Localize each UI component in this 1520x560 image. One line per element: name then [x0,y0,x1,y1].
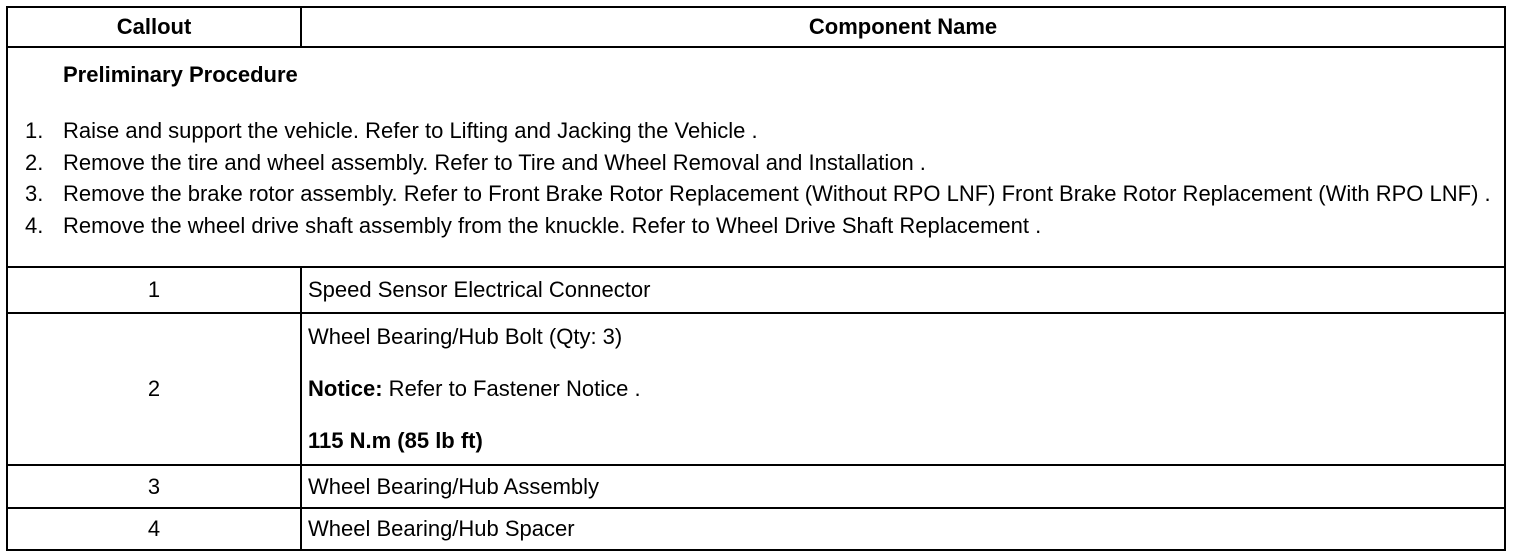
step-number: 1. [25,118,44,143]
notice-text: Refer to Fastener Notice . [382,376,641,401]
component-name-cell: Wheel Bearing/Hub Assembly [301,465,1505,508]
preliminary-procedure-title: Preliminary Procedure [63,62,298,87]
procedure-step [8,179,1504,209]
notice-line [308,376,1504,402]
header-callout: Callout [7,7,301,47]
callout-cell: 1 [7,267,301,313]
component-name-cell: Speed Sensor Electrical Connector [301,267,1505,313]
procedure-step [8,115,1504,146]
callout-cell: 2 [7,313,301,465]
step-text: Remove the wheel drive shaft assembly from the knuckle. Refer to Wheel Drive Shaft Replacement . [63,213,1042,238]
component-name: Wheel Bearing/Hub Bolt (Qty: 3) [308,324,623,349]
callout-cell: 3 [7,465,301,508]
step-text: Remove the tire and wheel assembly. Refer to Tire and Wheel Removal and Installation . [63,150,926,175]
procedure-step [8,147,1504,178]
step-text: Remove the brake rotor assembly. Refer to Front Brake Rotor Replacement (Without RPO LNF) Front Brake Rotor Replacement (With RPO LNF) . [63,181,1491,206]
table-row [7,508,1505,550]
table-row [7,267,1505,313]
header-component-name: Component Name [301,7,1505,47]
component-table [6,6,1506,551]
step-text: Raise and support the vehicle. Refer to Lifting and Jacking the Vehicle . [63,118,758,143]
procedure-step [8,210,1504,241]
preliminary-procedure-row [7,47,1505,267]
step-number: 3. [25,181,44,206]
table-row [7,465,1505,508]
component-name-cell: Wheel Bearing/Hub Spacer [301,508,1505,550]
torque-spec: 115 N.m (85 lb ft) [308,428,483,453]
table-header-row [7,7,1505,47]
step-number: 2. [25,150,44,175]
preliminary-steps-list [8,115,1504,241]
component-name-cell [301,313,1505,465]
callout-cell: 4 [7,508,301,550]
table-row [7,313,1505,465]
step-number: 4. [25,213,44,238]
preliminary-procedure-cell [7,47,1505,267]
notice-label: Notice: [308,376,383,401]
